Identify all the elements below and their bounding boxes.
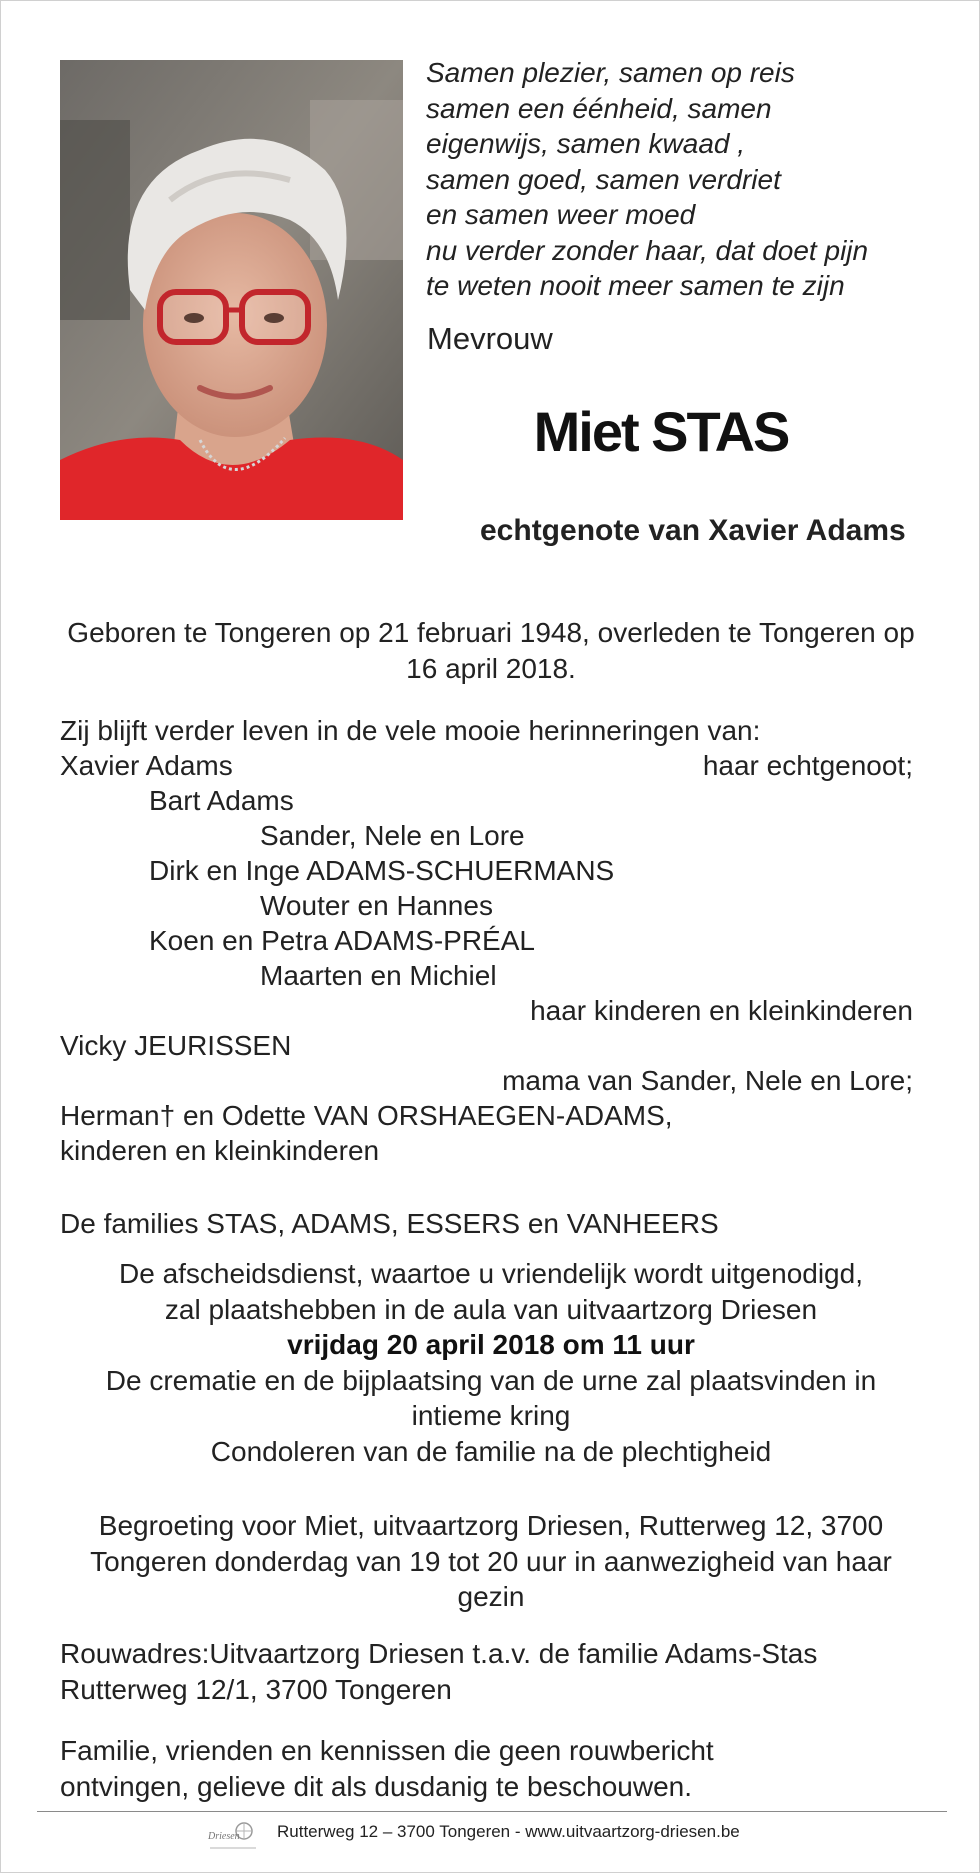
poem-line: samen goed, samen verdriet: [426, 163, 781, 195]
poem-line: eigenwijs, samen kwaad ,: [426, 128, 746, 159]
child-name: Bart Adams: [149, 785, 294, 816]
address-line: Rutterweg 12/1, 3700 Tongeren: [60, 1673, 452, 1705]
portrait-photo: [60, 60, 403, 520]
poem-line: samen een éénheid, samen: [426, 92, 772, 124]
footer-divider: [37, 1811, 947, 1812]
spouse-line: echtgenote van Xavier Adams: [480, 514, 906, 547]
ceremony-line: zal plaatshebben in de aula van uitvaartzorg Driesen: [164, 1293, 818, 1325]
ceremony-line: De afscheidsdienst, waartoe u vriendelijk wordt uitgenodigd,: [119, 1258, 863, 1289]
poem-line: Samen plezier, samen op reis: [426, 57, 795, 88]
notice-note: [60, 1733, 714, 1804]
child-name: Dirk en Inge ADAMS-SCHUERMANS: [149, 855, 615, 886]
ceremony-date-time: vrijdag 20 april 2018 om 11 uur: [287, 1329, 695, 1360]
other-name: Vicky JEURISSEN: [60, 1030, 292, 1061]
child-name: Koen en Petra ADAMS-PRÉAL: [149, 925, 535, 956]
note-line: Familie, vrienden en kennissen die geen rouwbericht: [60, 1735, 714, 1766]
note-line: ontvingen, gelieve dit als dusdanig te beschouwen.: [60, 1770, 692, 1802]
other-role: mama van Sander, Nele en Lore;: [502, 1065, 913, 1096]
mourning-address: [60, 1636, 817, 1707]
poem-line: nu verder zonder haar, dat doet pijn: [426, 234, 869, 266]
children-role: haar kinderen en kleinkinderen: [530, 995, 913, 1026]
honorific: Mevrouw: [427, 321, 553, 356]
logo-text: Driesen: [208, 1831, 240, 1842]
condolences-text: Condoleren van de familie na de plechtigheid: [210, 1435, 772, 1467]
footer-contact: Rutterweg 12 – 3700 Tongeren - www.uitvaartzorg-driesen.be: [277, 1822, 740, 1841]
funeral-home-logo: [206, 1819, 260, 1855]
portrait-illustration: [60, 60, 403, 520]
family-intro: Zij blijft verder leven in de vele mooie herinneringen van:: [60, 715, 761, 746]
families-line: De families STAS, ADAMS, ESSERS en VANHEERS: [60, 1208, 719, 1239]
deceased-name: Miet STAS: [533, 400, 789, 463]
relatives-line: Herman† en Odette VAN ORSHAEGEN-ADAMS,: [60, 1100, 673, 1131]
grandchildren-names: Wouter en Hannes: [260, 890, 493, 921]
grandchildren-names: Sander, Nele en Lore: [260, 820, 525, 851]
cremation-text: De crematie en de bijplaatsing van de urne zal plaatsvinden in intieme kring: [105, 1364, 877, 1431]
poem-line: te weten nooit meer samen te zijn: [426, 270, 845, 301]
greeting-text: Begroeting voor Miet, uitvaartzorg Driesen, Rutterweg 12, 3700 Tongeren donderdag van 19 tot 20 uur in aanwezigheid van haar gezin: [90, 1510, 892, 1612]
spouse-name: Xavier Adams: [60, 750, 233, 781]
address-line: Rouwadres:Uitvaartzorg Driesen t.a.v. de familie Adams-Stas: [60, 1638, 818, 1669]
relatives-line: kinderen en kleinkinderen: [60, 1135, 380, 1166]
poem-line: en samen weer moed: [426, 199, 696, 230]
poem: [426, 55, 946, 304]
spouse-role: haar echtgenoot;: [702, 750, 913, 781]
ceremony-info: [60, 1256, 922, 1469]
grandchildren-names: Maarten en Michiel: [260, 960, 497, 991]
birth-death-text: Geboren te Tongeren op 21 februari 1948, overleden te Tongeren op 16 april 2018.: [67, 617, 915, 684]
